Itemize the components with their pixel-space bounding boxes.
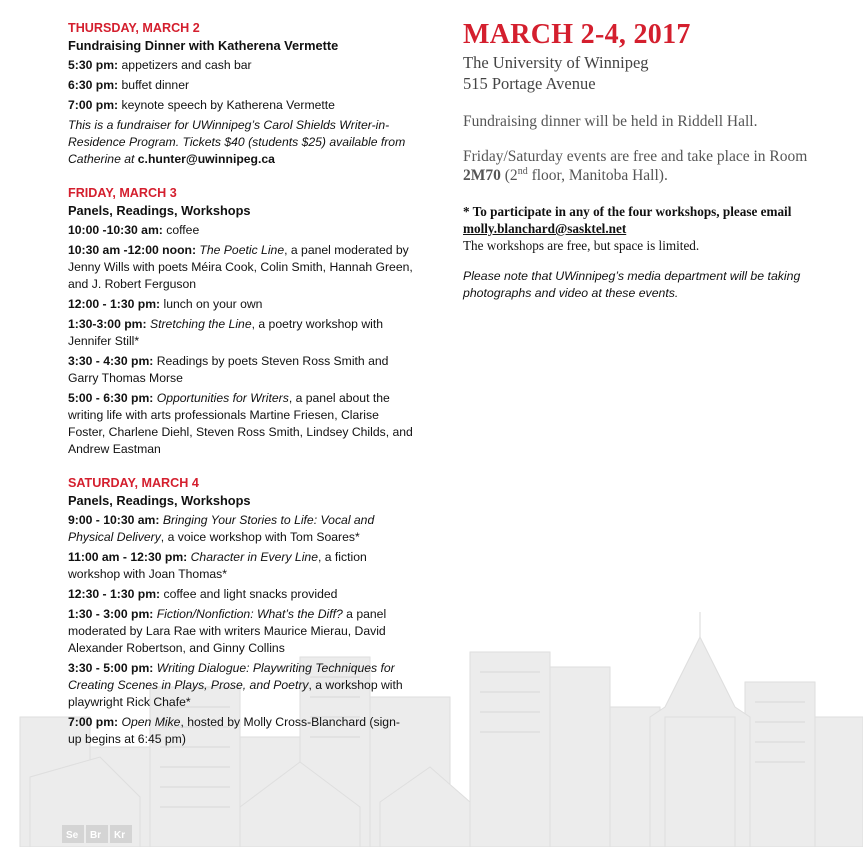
skyline-sign-letter: Br [90,830,102,841]
room-number: 2M70 [463,167,501,184]
entry-desc: , a voice workshop with Tom Soares* [160,530,360,544]
entry-time: 5:30 pm: [68,58,119,72]
dinner-location-text: Fundraising dinner will be held in Riddell Hall. [463,113,758,130]
entry-time: 3:30 - 5:00 pm: [68,661,154,675]
day-heading: SATURDAY, MARCH 4 [68,476,199,490]
event-info-column [463,18,843,302]
schedule-entry [68,512,413,546]
schedule-entry [68,606,413,657]
entry-title: Open Mike [121,715,181,729]
fundraiser-note-text: This is a fundraiser for UWinnipeg’s Carol Shields Writer-in-Residence Program. Tickets $40 (students $25) available from Catherine at [68,118,406,166]
entry-desc: keynote speech by Katherena Vermette [118,98,335,112]
friday-section [68,185,413,458]
workshop-registration [463,203,843,254]
entry-time: 1:30 - 3:00 pm: [68,607,154,621]
entry-time: 12:00 - 1:30 pm: [68,297,161,311]
event-dates-heading: MARCH 2-4, 2017 [463,19,691,50]
entry-title: Writing Dialogue: Playwriting Techniques for Creating Scenes in Plays, Prose, and Poetry [68,661,395,692]
section-title: Fundraising Dinner with Katherena Vermette [68,38,339,53]
floor-ordinal: nd [517,165,528,177]
entry-time: 12:30 - 1:30 pm: [68,587,161,601]
schedule-column [68,20,413,751]
entry-desc: appetizers and cash bar [118,58,252,72]
entry-time: 10:30 am -12:00 noon: [68,243,197,257]
section-title: Panels, Readings, Workshops [68,203,251,218]
skyline-sign-letter: Kr [114,830,126,841]
saturday-section [68,475,413,748]
skyline-sign-letter: Se [66,830,79,841]
thursday-section [68,20,413,168]
schedule-entry [68,77,413,94]
entry-time: 10:00 -10:30 am: [68,223,163,237]
entry-desc: Readings by poets Steven Ross Smith and Garry Thomas Morse [68,354,389,385]
entry-desc: a panel moderated by Lara Rae with writers Maurice Mierau, David Alexander Robertson, and Ginny Collins [68,607,387,655]
workshop-email-link[interactable]: molly.blanchard@sasktel.net [463,221,627,236]
schedule-entry [68,586,413,603]
schedule-entry [68,222,413,239]
entry-desc: , a workshop with playwright Rick Chafe* [68,678,403,709]
free-events-text-a: Friday/Saturday events are free and take place in Room [463,148,808,165]
venue-address: 515 Portage Avenue [463,74,596,93]
entry-desc: , a panel moderated by Jenny Wills with poets Méira Cook, Colin Smith, Hannah Green, and J. Robert Ferguson [68,243,413,291]
entry-time: 7:00 pm: [68,98,119,112]
schedule-entry [68,549,413,583]
schedule-entry [68,97,413,114]
entry-desc: lunch on your own [160,297,263,311]
entry-title: Bringing Your Stories to Life: Vocal and Physical Delivery [68,513,375,544]
entry-title: Opportunities for Writers [156,391,289,405]
schedule-entry [68,57,413,74]
workshop-free-text: The workshops are free, but space is limited. [463,238,700,253]
entry-desc: coffee [162,223,200,237]
entry-title: Character in Every Line [190,550,318,564]
schedule-entry [68,660,413,711]
entry-desc: , a fiction workshop with Joan Thomas* [68,550,367,581]
entry-title: Fiction/Nonfiction: What’s the Diff? [156,607,343,621]
entry-time: 3:30 - 4:30 pm: [68,354,154,368]
entry-time: 1:30-3:00 pm: [68,317,147,331]
schedule-entry [68,390,413,458]
day-heading: FRIDAY, MARCH 3 [68,186,177,200]
entry-title: Stretching the Line [149,317,252,331]
workshop-registration-text: * To participate in any of the four workshops, please email [463,204,792,219]
entry-title: The Poetic Line [199,243,285,257]
section-title: Panels, Readings, Workshops [68,493,251,508]
schedule-entry [68,316,413,350]
entry-desc: coffee and light snacks provided [160,587,338,601]
schedule-entry [68,714,413,748]
venue-name: The University of Winnipeg [463,53,649,72]
free-events-text [463,147,843,185]
entry-time: 5:00 - 6:30 pm: [68,391,154,405]
entry-time: 9:00 - 10:30 am: [68,513,160,527]
entry-time: 6:30 pm: [68,78,119,92]
entry-time: 11:00 am - 12:30 pm: [68,550,188,564]
schedule-entry [68,353,413,387]
schedule-entry [68,296,413,313]
entry-time: 7:00 pm: [68,715,119,729]
schedule-entry [68,242,413,293]
entry-desc: buffet dinner [118,78,190,92]
free-events-text-b: (2 [500,167,518,184]
media-notice: Please note that UWinnipeg’s media department will be taking photographs and video at these events. [463,269,801,300]
entry-desc: , hosted by Molly Cross-Blanchard (sign-up begins at 6:45 pm) [68,715,400,746]
day-heading: THURSDAY, MARCH 2 [68,21,200,35]
entry-desc: , a poetry workshop with Jennifer Still* [68,317,384,348]
fundraiser-note [68,117,413,168]
free-events-text-c: floor, Manitoba Hall). [527,167,668,184]
contact-email: c.hunter@uwinnipeg.ca [137,152,275,166]
entry-desc: , a panel about the writing life with arts professionals Martine Friesen, Clarise Foster, Charlene Diehl, Steven Ross Smith, Lindsey Childs, and Andrew Eastman [68,391,413,456]
